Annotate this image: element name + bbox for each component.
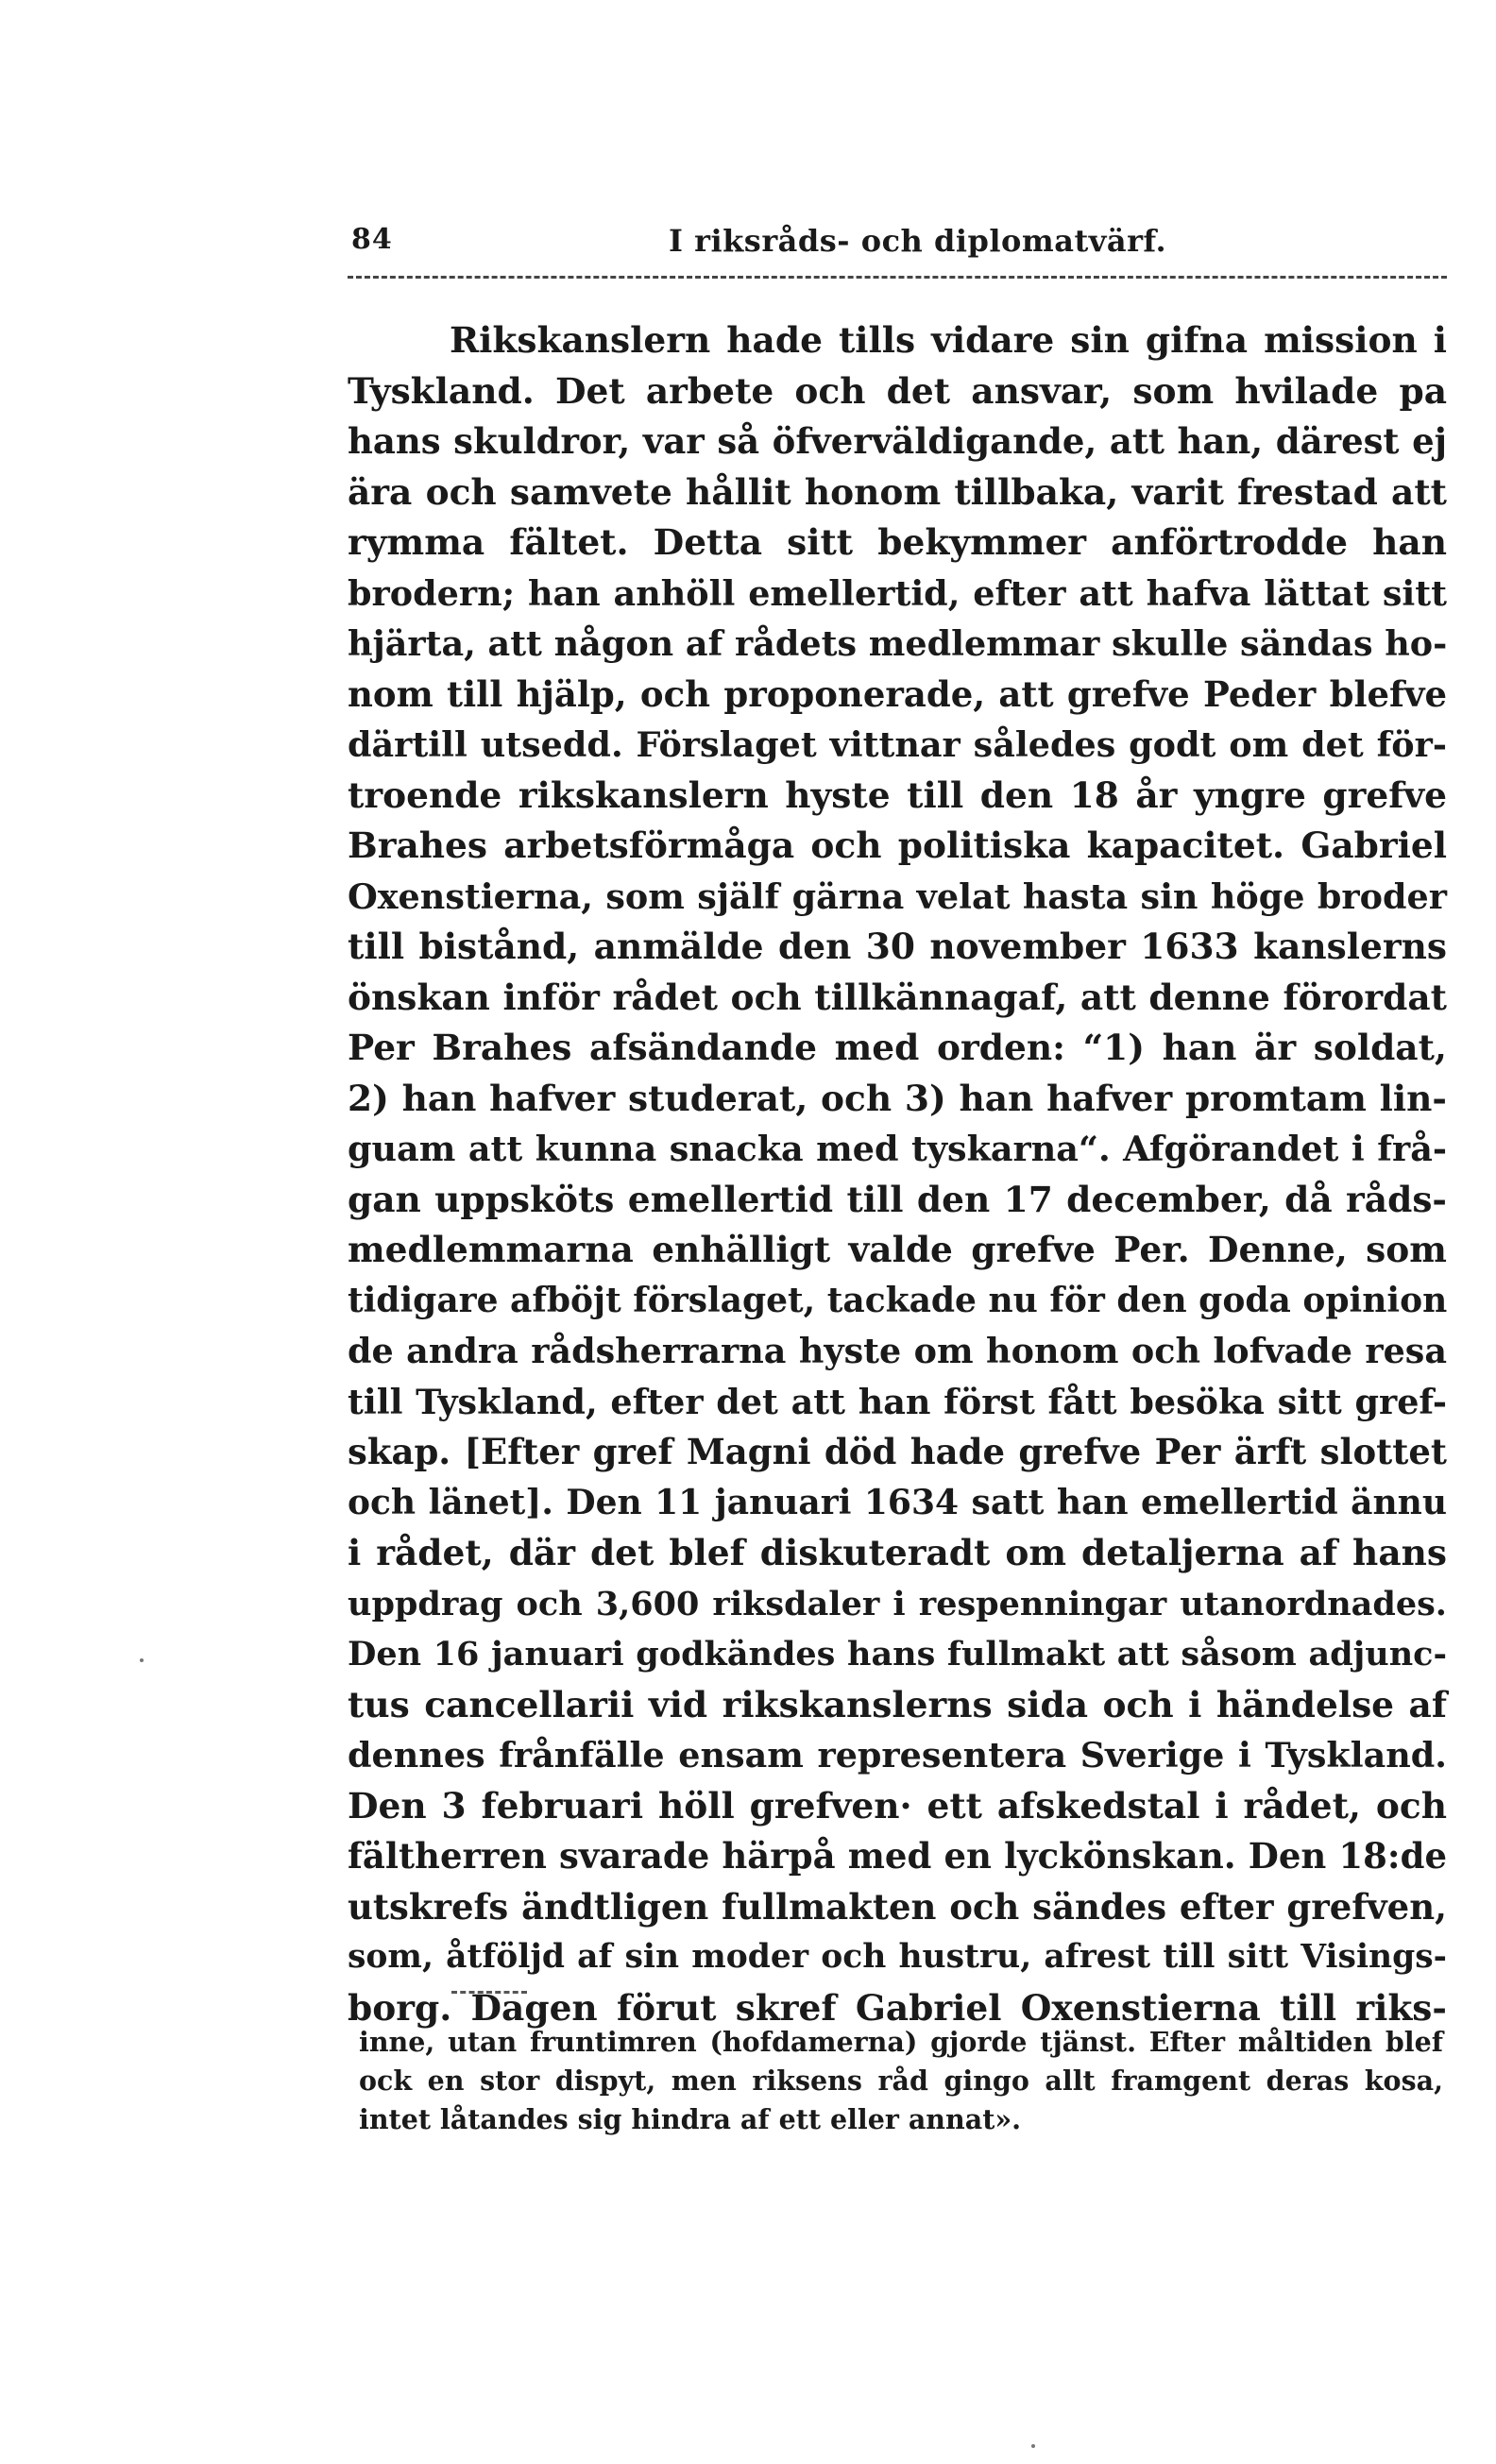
text-line: guam att kunna snacka med tyskarna“. Afgörandet i frå- <box>348 1129 1447 1169</box>
text-line: borg. Dagen förut skref Gabriel Oxenstierna till riks- <box>348 1986 1447 2029</box>
header-rule <box>348 276 1447 279</box>
text-line: Oxenstierna, som själf gärna velat hasta sin höge broder <box>348 875 1447 917</box>
text-line: Rikskanslern hade tills vidare sin gifna mission i <box>450 319 1447 361</box>
footnote-line: inne, utan fruntimren (hofdamerna) gjorde tjänst. Efter måltiden blef <box>359 2026 1443 2058</box>
text-line: tidigare afböjt förslaget, tackade nu för den goda opinion <box>348 1280 1448 1320</box>
text-line: rymma fältet. Detta sitt bekymmer anförtrodde han <box>348 521 1447 563</box>
text-line: brodern; han anhöll emellertid, efter att hafva lättat sitt <box>348 572 1447 614</box>
text-line: till bistånd, anmälde den 30 november 1633 kanslerns <box>348 926 1447 967</box>
text-line: utskrefs ändtligen fullmakten och sändes efter grefven, <box>348 1885 1447 1928</box>
text-line: medlemmarna enhälligt valde grefve Per. Denne, som <box>348 1229 1447 1270</box>
text-line: till Tyskland, efter det att han först fått besöka sitt gref- <box>348 1381 1447 1422</box>
footnote-line: intet låtandes sig hindra af ett eller annat». <box>359 2103 1022 2135</box>
text-line: dennes frånfälle ensam representera Sverige i Tyskland. <box>348 1735 1447 1776</box>
text-line: hjärta, att någon af rådets medlemmar skulle sändas ho- <box>348 623 1448 664</box>
text-line: Den 16 januari godkändes hans fullmakt att såsom adjunc- <box>348 1635 1447 1674</box>
footnote-line: ock en stor dispyt, men riksens råd gingo allt framgent deras kosa, <box>359 2065 1443 2097</box>
text-line: önskan inför rådet och tillkännagaf, att denne förordat <box>348 976 1447 1018</box>
text-line: och länet]. Den 11 januari 1634 satt han emellertid ännu <box>348 1482 1447 1522</box>
page-number: 84 <box>351 223 393 256</box>
text-line: 2) han hafver studerat, och 3) han hafver promtam lin- <box>348 1077 1447 1119</box>
text-line: uppdrag och 3,600 riksdaler i respenningar utanordnades. <box>348 1584 1447 1623</box>
text-line: skap. [Efter gref Magni död hade grefve Per ärft slottet <box>348 1431 1447 1472</box>
text-line: fältherren svarade härpå med en lyckönskan. Den 18:de <box>348 1835 1447 1877</box>
text-line: nom till hjälp, och proponerade, att grefve Peder blefve <box>348 672 1447 715</box>
text-line: därtill utsedd. Förslaget vittnar således godt om det för- <box>348 724 1447 765</box>
text-line: som, åtföljd af sin moder och hustru, afrest till sitt Visings- <box>348 1938 1447 1976</box>
text-line: Den 3 februari höll grefven· ett afskedstal i rådet, och <box>348 1784 1447 1827</box>
running-head: I riksråds- och diplomatvärf. <box>669 223 1167 259</box>
footnote-separator <box>451 1991 527 1994</box>
text-line: Tyskland. Det arbete och det ansvar, som hvilade pa <box>348 369 1447 412</box>
page-header <box>348 223 1443 261</box>
text-line: de andra rådsherrarna hyste om honom och lofvade resa <box>348 1331 1447 1371</box>
text-line: tus cancellarii vid rikskanslerns sida och i händelse af <box>348 1683 1447 1725</box>
text-line: gan uppsköts emellertid till den 17 december, då råds- <box>348 1178 1447 1220</box>
body-paragraph <box>348 315 1447 2033</box>
text-line: i rådet, där det blef diskuteradt om detaljerna af hans <box>348 1532 1447 1573</box>
scan-speck <box>1031 2444 1035 2448</box>
text-line: Per Brahes afsändande med orden: “1) han är soldat, <box>348 1027 1447 1068</box>
text-line: troende rikskanslern hyste till den 18 år yngre grefve <box>348 773 1447 816</box>
text-line: hans skuldror, var så öfverväldigande, att han, därest ej <box>348 420 1447 462</box>
text-line: ära och samvete hållit honom tillbaka, varit frestad att <box>348 470 1447 513</box>
scan-speck <box>140 1658 144 1662</box>
text-line: Brahes arbetsförmåga och politiska kapacitet. Gabriel <box>348 824 1447 866</box>
footnote <box>359 2023 1443 2139</box>
